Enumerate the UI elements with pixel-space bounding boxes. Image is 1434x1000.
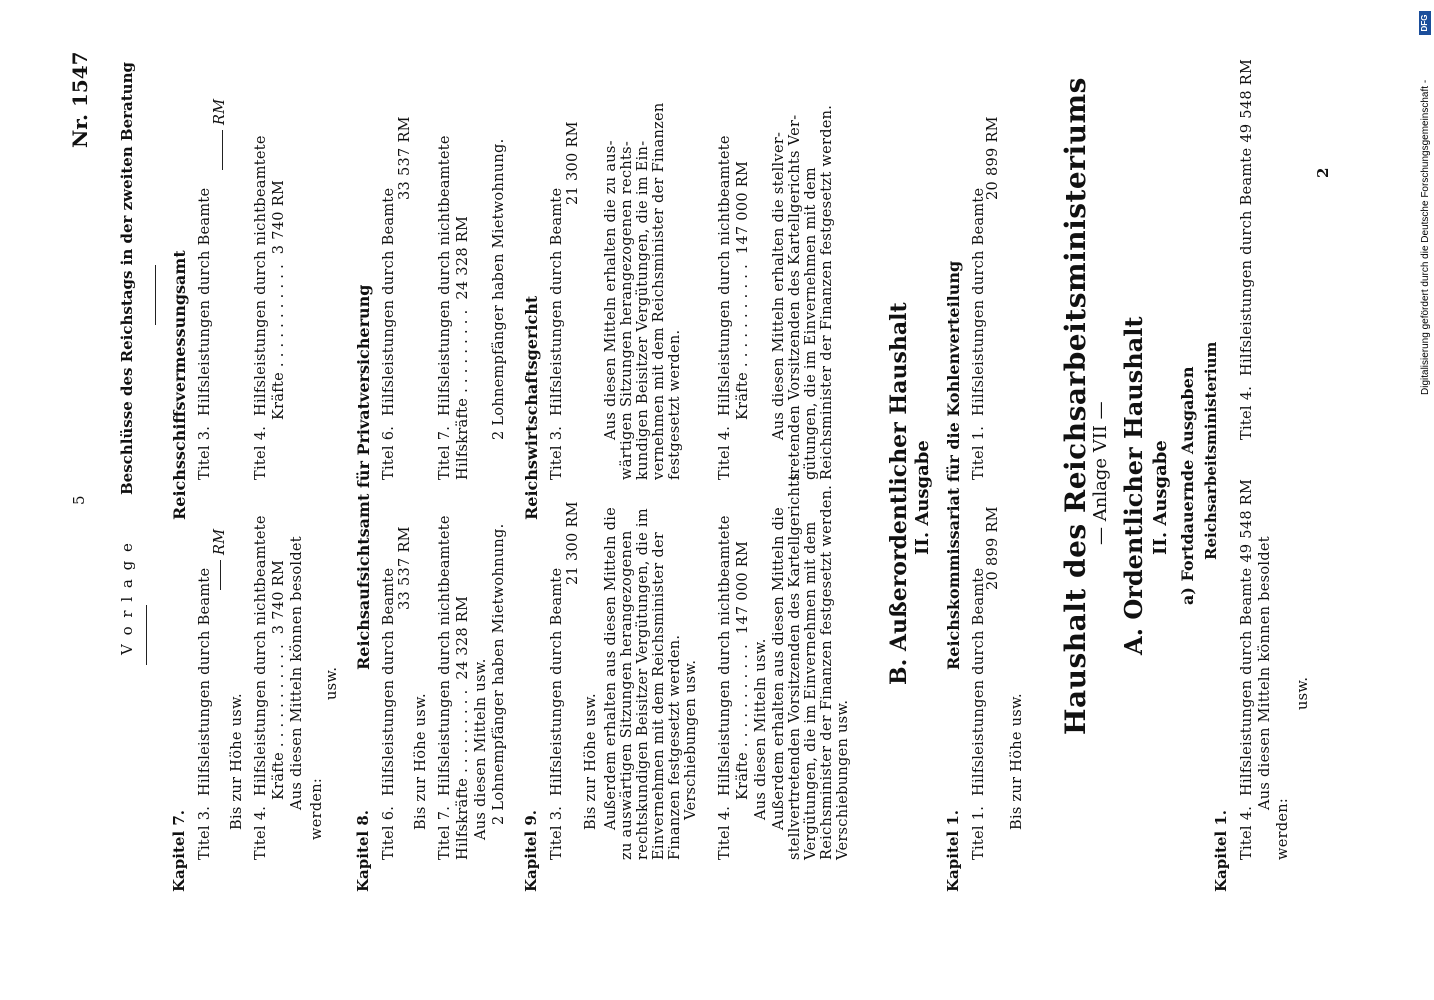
- document-number: Nr. 1547: [68, 51, 92, 148]
- k8-titel7b-right: Hilfskräfte . . . . . . . . . 24 328 RM: [455, 215, 471, 480]
- k9-titel4-right: Titel 4. Hilfsleistungen durch nichtbeamtete: [717, 135, 733, 480]
- k9-titel3-amount-left: 21 300 RM: [565, 501, 581, 585]
- fortdauernde-heading: a) Fortdauernde Ausgaben: [1178, 366, 1197, 605]
- k8-heading: Reichsaufsichtsamt für Privatversicherung: [354, 284, 373, 670]
- k7-rm-right: RM: [212, 98, 228, 125]
- b-titel1-right: Titel 1. Hilfsleistungen durch Beamte: [971, 187, 987, 480]
- k8-titel7-left: Titel 7. Hilfsleistungen durch nichtbeamtete: [437, 515, 453, 860]
- k9-q2-left: stellvertretenden Vorsitzenden des Kartellgerichts: [787, 473, 803, 860]
- k9-titel3-right: Titel 3. Hilfsleistungen durch Beamte: [549, 187, 565, 480]
- arbeitsministerium-title: Haushalt des Reichsarbeitsministeriums: [1059, 77, 1092, 735]
- k8-aus: Aus diesen Mitteln usw.: [473, 658, 489, 840]
- b-kommissariat-heading: Reichskommissariat für die Kohlenverteilung: [944, 260, 963, 670]
- k9-p1-right: Aus diesen Mitteln erhalten die zu aus-: [603, 140, 619, 440]
- k8-titel6-amount-right: 33 537 RM: [397, 116, 413, 200]
- k9-q4-left: Reichsminister der Finanzen festgesetzt werden.: [819, 484, 835, 860]
- reichsarbeitsministerium-heading: Reichsarbeitsministerium: [1202, 341, 1220, 560]
- arb-titel4-right: Titel 4. Hilfsleistungen durch Beamte 49 548 RM: [1239, 58, 1255, 440]
- arb-titel4-left: Titel 4. Hilfsleistungen durch Beamte 49 548 RM: [1239, 478, 1255, 860]
- k9-q2-right: tretenden Vorsitzenden des Kartellgerichts Ver-: [787, 114, 803, 480]
- k8-titel6-amount-left: 33 537 RM: [397, 526, 413, 610]
- k9-titel4b-left: Kräfte . . . . . . . . . . . 147 000 RM: [735, 540, 751, 800]
- b-bis: Bis zur Höhe usw.: [1009, 693, 1025, 830]
- k9-bis: Bis zur Höhe usw.: [583, 693, 599, 830]
- k9-titel4b-right: Kräfte . . . . . . . . . . . 147 000 RM: [735, 160, 751, 420]
- ordentlicher-haushalt-heading: A. Ordentlicher Haushalt: [1119, 316, 1148, 655]
- k7-titel3-right: Titel 3. Hilfsleistungen durch Beamte: [197, 187, 213, 480]
- k9-versch2: Verschiebungen usw.: [835, 699, 851, 860]
- kapitel-7-label: Kapitel 7.: [170, 810, 188, 892]
- k9-p4-right: vernehmen mit dem Reichsminister der Finanzen: [651, 102, 667, 480]
- digitization-sidebar: [1418, 0, 1434, 1000]
- k8-titel7-right: Titel 7. Hilfsleistungen durch nichtbeamtete: [437, 135, 453, 480]
- k9-p5-right: festgesetzt werden.: [667, 329, 683, 480]
- k7-bis: Bis zur Höhe usw.: [229, 693, 245, 830]
- k9-q3-left: Vergütungen, die im Einvernehmen mit dem: [803, 521, 819, 860]
- k9-p3-right: kundigen Beisitzer Vergütungen, die im Ein-: [635, 140, 651, 480]
- divider: [222, 130, 223, 170]
- k9-aus: Aus diesen Mitteln usw.: [753, 638, 769, 820]
- k8-titel7b-left: Hilfskräfte . . . . . . . . . 24 328 RM: [455, 595, 471, 860]
- b-kapitel-label: Kapitel 1.: [944, 810, 962, 892]
- k9-q3-right: gütungen, die im Einvernehmen mit dem: [803, 167, 819, 480]
- k8-titel6-right: Titel 6. Hilfsleistungen durch Beamte: [381, 187, 397, 480]
- b-heading: B. Außerordentlicher Haushalt: [886, 302, 912, 685]
- k8-bis: Bis zur Höhe usw.: [413, 693, 429, 830]
- kapitel-8-label: Kapitel 8.: [354, 810, 372, 892]
- arb-aus1: Aus diesen Mitteln können besoldet: [1257, 536, 1273, 810]
- k7-aus1: Aus diesen Mitteln können besoldet: [289, 536, 305, 810]
- b-subheading: II. Ausgabe: [912, 440, 933, 555]
- anlage-label: — Anlage VII —: [1090, 401, 1111, 545]
- arb-kapitel-label: Kapitel 1.: [1212, 810, 1230, 892]
- sidebar-rotated: [1418, 0, 1434, 1000]
- k8-lohn-left: 2 Lohnempfänger haben Mietwohnung.: [491, 523, 507, 825]
- kapitel-9-label: Kapitel 9.: [522, 810, 540, 892]
- k7-titel4-right: Titel 4. Hilfsleistungen durch nichtbeamtete: [253, 135, 269, 480]
- k9-versch1: Verschiebungen usw.: [683, 659, 699, 820]
- page-number: 5: [70, 495, 88, 505]
- k9-titel4-left: Titel 4. Hilfsleistungen durch nichtbeamtete: [717, 515, 733, 860]
- arb-usw: usw.: [1295, 676, 1311, 710]
- divider: [155, 265, 156, 325]
- k9-p2-left: zu auswärtigen Sitzungen herangezogenen: [619, 530, 635, 860]
- k9-q1-left: Außerdem erhalten aus diesen Mitteln die: [771, 506, 787, 830]
- dfg-logo: DFG: [1419, 11, 1431, 35]
- k9-p3-left: rechtskundigen Beisitzer Vergütungen, die im: [635, 508, 651, 860]
- k9-p1-left: Außerdem erhalten aus diesen Mitteln die: [603, 506, 619, 830]
- footer-mark: 2: [1314, 167, 1332, 178]
- k9-p4-left: Einvernehmen mit dem Reichsminister der: [651, 531, 667, 860]
- b-titel1-left: Titel 1. Hilfsleistungen durch Beamte: [971, 567, 987, 860]
- digitization-credit: Digitalisierung gefördert durch die Deutsche Forschungsgemeinschaft -: [1420, 79, 1431, 395]
- k9-titel3-amount-right: 21 300 RM: [565, 121, 581, 205]
- k7-titel4-left: Titel 4. Hilfsleistungen durch nichtbeamtete: [253, 515, 269, 860]
- k7-aus2: werden:: [309, 777, 325, 840]
- k7-titel4b-left: Kräfte . . . . . . . . . . . 3 740 RM: [271, 559, 287, 800]
- k8-titel6-left: Titel 6. Hilfsleistungen durch Beamte: [381, 567, 397, 860]
- b-titel1-amount-left: 20 899 RM: [985, 506, 1001, 590]
- arb-aus2: werden:: [1275, 797, 1291, 860]
- k7-rm-left: RM: [212, 528, 228, 555]
- k8-lohn-right: 2 Lohnempfänger haben Mietwohnung.: [491, 138, 507, 440]
- divider: [146, 605, 147, 665]
- b-titel1-amount-right: 20 899 RM: [985, 116, 1001, 200]
- k9-p2-right: wärtigen Sitzungen herangezogenen rechts-: [619, 140, 635, 480]
- k9-q4-right: Reichsminister der Finanzen festgesetzt werden.: [819, 104, 835, 480]
- beschluesse-heading: Beschlüsse des Reichstags in der zweiten Beratung: [118, 62, 136, 495]
- divider: [220, 560, 221, 590]
- vorlage-heading: V o r l a g e: [118, 541, 136, 655]
- k7-titel3-left: Titel 3. Hilfsleistungen durch Beamte: [197, 567, 213, 860]
- k9-titel3-left: Titel 3. Hilfsleistungen durch Beamte: [549, 567, 565, 860]
- k9-q1-right: Aus diesen Mitteln erhalten die stellver-: [771, 131, 787, 440]
- k9-p5-left: Finanzen festgesetzt werden.: [667, 634, 683, 860]
- k7-usw: usw.: [324, 666, 340, 700]
- k7-titel4b-right: Kräfte . . . . . . . . . . . 3 740 RM: [271, 179, 287, 420]
- oh-subheading: II. Ausgabe: [1150, 440, 1171, 555]
- k7-heading-right: Reichsschiffsvermessungsamt: [170, 250, 189, 520]
- k9-heading: Reichswirtschaftsgericht: [522, 295, 541, 520]
